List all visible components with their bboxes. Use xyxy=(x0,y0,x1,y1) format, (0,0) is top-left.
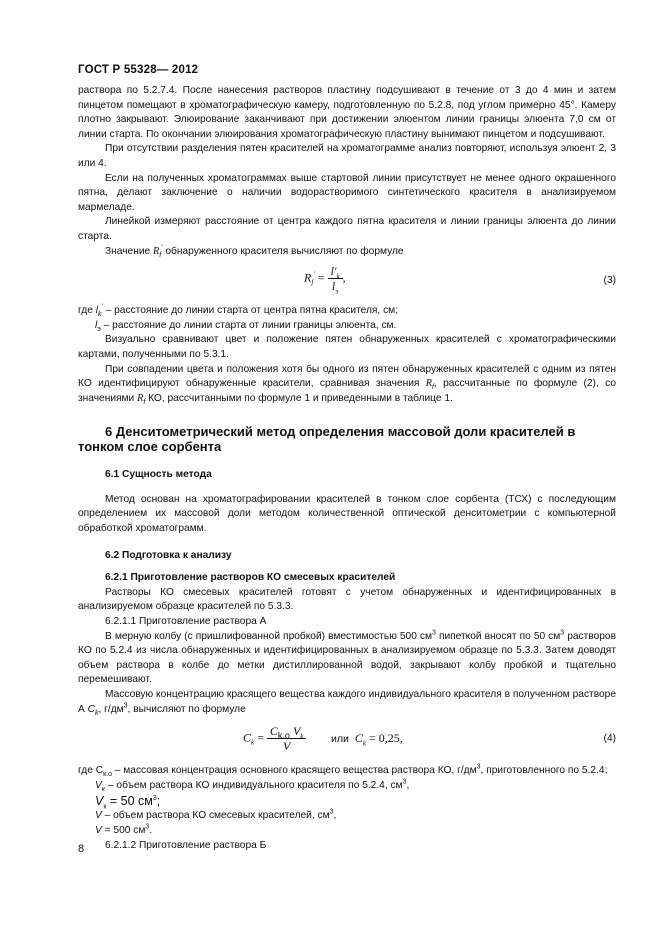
section-heading: 6 Денситометрический метод определения массовой доли красителей в тонком слое сорбента xyxy=(78,424,576,455)
paragraph: Массовую концентрацию красящего вещества каждого индивидуального красителя в полученном растворе А $C_k$, $г/дм^3$, вычисляют по формуле xyxy=(78,689,616,717)
subsection-heading: 6.1 Сущность метода xyxy=(105,469,212,481)
paragraph: раствора по 5.2.7.4. После нанесения растворов пластину подсушивают в течение от 3 до 4 мин и затем пинцетом помещают в хроматографическую камеру, подготовленную по 5.2.8, под углом примерно 45°. Камеру плотно закрывают. Элюирование заканчивают при достижении элюентом линии границы элюента 7,0 см от линии старта. По окончании элюирования хроматографическую пластину вынимают пинцетом и подсушивают. xyxy=(78,85,616,140)
fraction: $\frac{C_{k.o} V_k}{V}$ xyxy=(267,724,306,753)
paragraph: Визуально сравнивают цвет и положение пятен обнаруженных красителей с хроматографическими картами, полученными по 5.3.1. xyxy=(78,334,616,360)
paragraph: Метод основан на хроматографировании красителей в тонком слое сорбента (ТСХ) с последующим определением их массовой доли методом количественной оптической денситометрии с компьютерной обработкой хроматограмм. xyxy=(78,493,616,535)
where-line: где $С_{к.о}$ – массовая концентрация основного красящего вещества раствора КО, $г/дм^3$, приготовленного по 5.2.4; xyxy=(78,763,608,779)
paragraph: В мерную колбу (с пришлифованной пробкой) вместимостью 500 $см^3$ пипеткой вносят по 50 $см^3$ растворов КО по 5.2.4 из числа обнаруженных и идентифицированных в анализируемом образце по 5.3.3. Затем доводят объем раствора в колбе до метки дистиллированной водой, закрывают колбу пробкой и тщательно перемешивают. xyxy=(78,629,616,686)
page-number: 8 xyxy=(78,843,85,855)
document-body xyxy=(78,84,616,853)
paragraph-rf-intro: Значение $R_f'$ обнаруженного красителя вычисляют по формуле xyxy=(105,244,404,259)
document-header: ГОСТ Р 55328— 2012 xyxy=(78,64,199,76)
paragraph: Если на полученных хроматограммах выше стартовой линии присутствует не менее одного окрашенного пятна, делают заключение о наличии водорастворимого синтетического красителя в анализируемом мармеладе. xyxy=(78,172,616,213)
paragraph: При совпадении цвета и положения хотя бы одного из пятен обнаруженных красителей с одним из пятен КО идентифицируют обнаруженные красители, сравнивая значения $R_f$, рассчитанные по формуле (2), со значениями $R_f$ КО, рассчитанными по формуле 1 и приведенными в таблице 1. xyxy=(78,363,616,406)
paragraph: Растворы КО смесевых красителей готовят с учетом обнаруженных и идентифицированных в анализируемом образце красителей по 5.3.3. xyxy=(78,586,616,613)
formula-4: $C_k$ = $\frac{C_{k.o} V_k}{V}$ или $C_k = 0,25$, (4) xyxy=(243,724,616,754)
fraction: $\frac{l'_k}{l_э}$ xyxy=(328,264,343,293)
subsection-heading: 6.2 Подготовка к анализу xyxy=(105,549,232,561)
formula-3: $R_f'$ = $\frac{l'_k}{l_э}$ , (3) xyxy=(304,264,616,296)
paragraph: При отсутствии разделения пятен красителей на хроматограмме анализ повторяют, используя элюент 2, 3 или 4. xyxy=(78,143,616,169)
formula-number: (4) xyxy=(603,733,616,745)
paragraph: 6.2.1.2 Приготовление раствора Б xyxy=(105,839,267,851)
where-line: $V_к$ – объем раствора КО индивидуального красителя по 5.2.4, $см^3$, xyxy=(95,778,410,793)
where-line: V = 500 $см^3$. xyxy=(95,823,153,836)
formula-number: (3) xyxy=(603,275,616,287)
paragraph: 6.2.1.1 Приготовление раствора А xyxy=(105,616,267,628)
where-line: где $l_k'$ – расстояние до линии старта от центра пятна красителя, см; xyxy=(78,303,399,319)
where-line: $V_к = 50$ $см^3$; xyxy=(95,794,161,811)
subsection-heading: 6.2.1 Приготовление растворов КО смесевых красителей xyxy=(105,572,396,584)
where-line: $l_э$ – расстояние до линии старта от линии границы элюента, см. xyxy=(95,319,397,333)
paragraph: Линейкой измеряют расстояние от центра каждого пятна красителя и линии границы элюента до линии старта. xyxy=(78,216,616,242)
where-line: V – объем раствора КО смесевых красителей, $см^3$, xyxy=(95,808,337,822)
